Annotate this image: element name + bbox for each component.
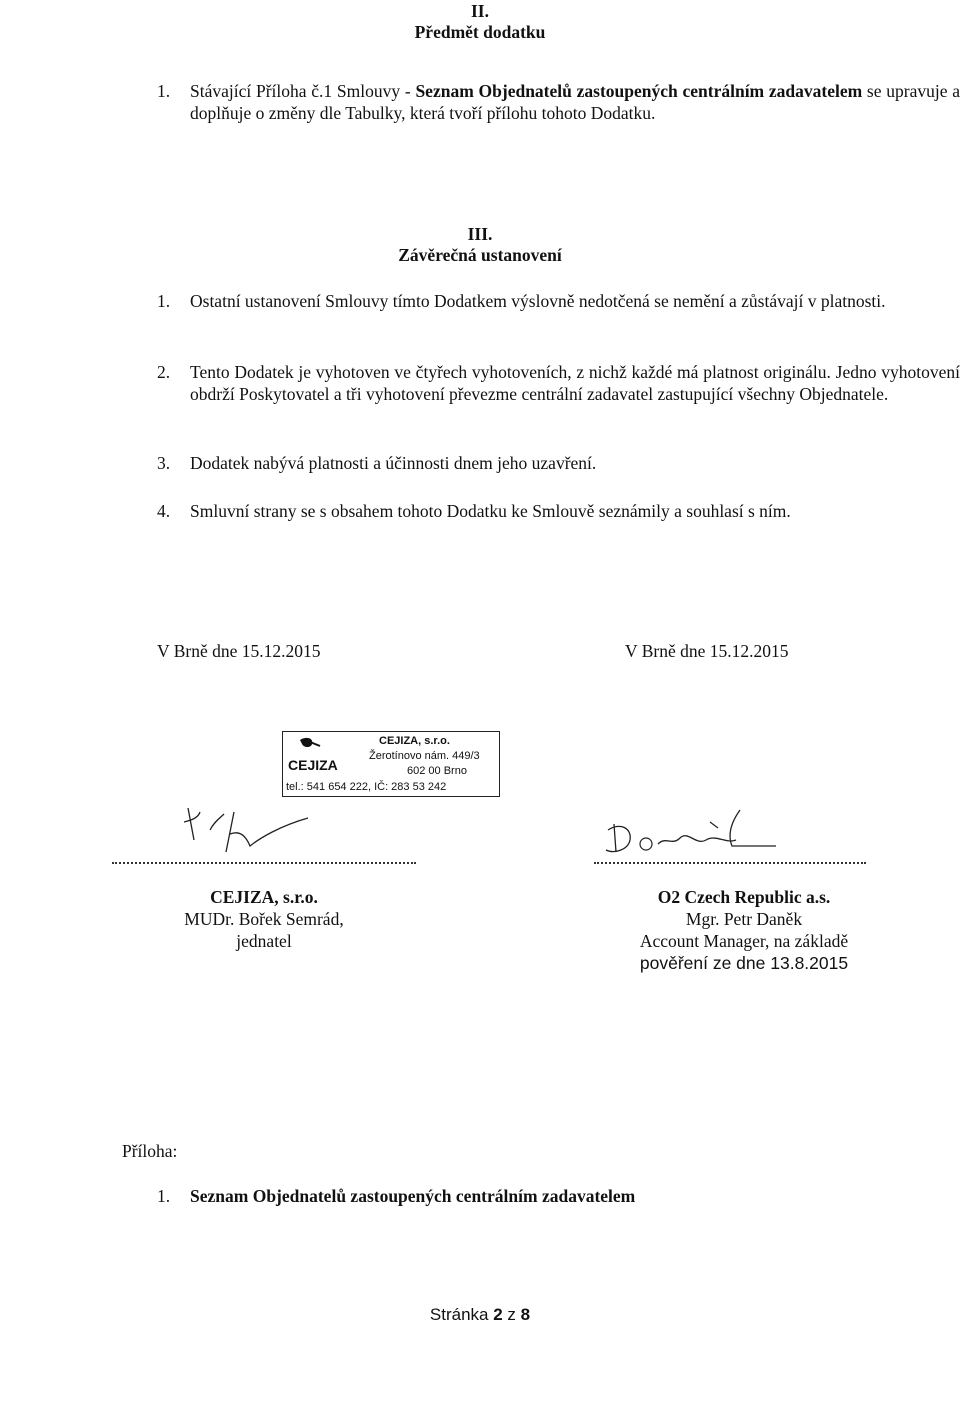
right-place-date: V Brně dne 15.12.2015 xyxy=(625,641,789,661)
section2-item1-text xyxy=(190,80,960,124)
footer-separator: z xyxy=(502,1305,521,1324)
section2-roman: II. xyxy=(471,1,489,21)
section3-item1-num: 1. xyxy=(157,291,171,311)
attachments-heading: Příloha: xyxy=(122,1141,178,1161)
section2-item1-num: 1. xyxy=(157,81,171,101)
company-stamp xyxy=(282,731,500,797)
item1-text-c: se upravuje a doplňuje o změny dle Tabulky, která tvoří přílohu tohoto Dodatku. xyxy=(190,81,960,123)
stamp-address1: Žerotínovo nám. 449/3 xyxy=(369,750,480,762)
stamp-address2: 602 00 Brno xyxy=(407,765,467,777)
left-company: CEJIZA, s.r.o. xyxy=(210,887,318,907)
section2-title: Předmět dodatku xyxy=(414,22,546,42)
right-person: Mgr. Petr Daněk xyxy=(685,909,803,929)
right-role: Account Manager, na základě xyxy=(639,931,849,951)
left-handwritten-signature xyxy=(170,800,330,860)
attachment-item1-text: Seznam Objednatelů zastoupených centrálním zadavatelem xyxy=(190,1186,636,1206)
right-authorization: pověření ze dne 13.8.2015 xyxy=(639,953,849,973)
footer-page-total: 8 xyxy=(520,1305,531,1324)
section3-item3-num: 3. xyxy=(157,453,171,473)
section3-roman: III. xyxy=(467,224,493,244)
stamp-logo-text: CEJIZA xyxy=(288,757,338,773)
right-signature-line xyxy=(594,862,866,864)
left-role: jednatel xyxy=(236,931,292,951)
left-person: MUDr. Bořek Semrád, xyxy=(184,909,344,929)
footer-prefix: Stránka xyxy=(429,1305,494,1324)
section3-item4-text: Smluvní strany se s obsahem tohoto Dodatku ke Smlouvě seznámily a souhlasí s ním. xyxy=(190,501,791,521)
cejiza-logo-icon xyxy=(286,736,338,776)
right-signatory-block xyxy=(594,886,894,974)
item1-text-a: Stávající Příloha č.1 Smlouvy - xyxy=(190,81,416,101)
right-handwritten-signature xyxy=(590,800,790,860)
item1-text-bold: Seznam Objednatelů zastoupených centrálním zadavatelem xyxy=(415,81,863,101)
right-company: O2 Czech Republic a.s. xyxy=(657,887,831,907)
section3-item3-text: Dodatek nabývá platnosti a účinnosti dnem jeho uzavření. xyxy=(190,453,597,473)
section3-item4-num: 4. xyxy=(157,501,171,521)
left-signature-line xyxy=(112,862,416,864)
page-footer xyxy=(0,1304,960,1326)
footer-page-number: 2 xyxy=(493,1305,503,1324)
section3-item1-text: Ostatní ustanovení Smlouvy tímto Dodatkem výslovně nedotčená se nemění a zůstávají v platnosti. xyxy=(190,291,886,311)
section3-item2-num: 2. xyxy=(157,362,171,382)
stamp-name: CEJIZA, s.r.o. xyxy=(379,735,450,747)
left-signatory-block xyxy=(112,886,416,952)
section3-item2-text: Tento Dodatek je vyhotoven ve čtyřech vyhotoveních, z nichž každé má platnost originálu. Jedno vyhotovení obdrží Poskytovatel a tři vyhotovení převezme centrální zadavatel zastupující všechny Objednatele. xyxy=(190,362,960,404)
left-place-date: V Brně dne 15.12.2015 xyxy=(157,641,321,661)
section3-title: Závěrečná ustanovení xyxy=(398,245,562,265)
stamp-contact: tel.: 541 654 222, IČ: 283 53 242 xyxy=(286,781,447,793)
attachment-item1-num: 1. xyxy=(157,1186,171,1206)
